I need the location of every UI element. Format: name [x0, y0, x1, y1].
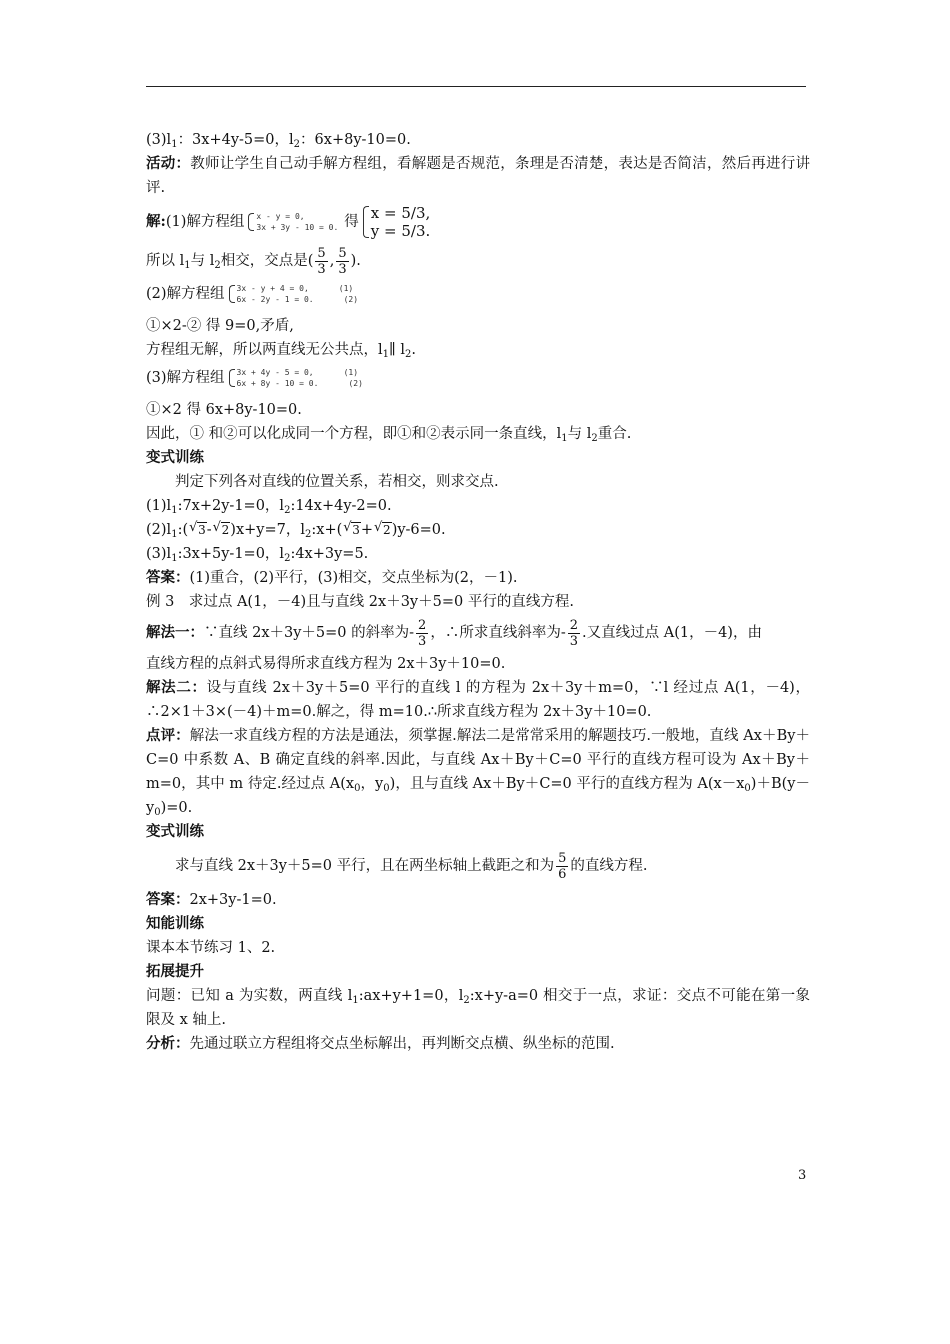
solution-1-system: 解: (1)解方程组 x - y = 0, 3x + 3y - 10 = 0. 得 x = 5/3, y = 5/3.: [146, 204, 431, 240]
page-number: 3: [798, 1168, 807, 1183]
solution-1-conclusion: 所以 $l_1$与 $l_2$相交，交点是( $\frac{5}{3}$ , $\frac{5}{3}$ ).: [146, 245, 361, 277]
variant-answer: 答案：(1)重合，(2)平行，(3)相交，交点坐标为(2，－1).: [146, 569, 518, 586]
problem-3-statement: $(3)l_1$：3x+4y-5=0，$l_2$：6x+8y-10=0.: [146, 132, 411, 150]
fraction: $\frac{5}{3}$: [317, 245, 326, 277]
example-3: 例 3 求过点 A(1，－4)且与直线 2x＋3y＋5=0 平行的直线方程.: [146, 594, 574, 610]
solution-1-result: x = 5/3, y = 5/3.: [363, 204, 431, 240]
solution-2-conclusion: 方程组无解，所以两直线无公共点，$l_1\parallel$ $l_2$.: [146, 342, 416, 360]
knowledge-training-heading: 知能训练: [146, 915, 204, 932]
fraction: $\frac{2}{3}$: [569, 617, 579, 649]
analysis: 分析：先通过联立方程组将交点坐标解出，再判断交点横、纵坐标的范围.: [146, 1035, 615, 1052]
comment: 点评：解法一求直线方程的方法是通法，须掌握.解法二是常常采用的解题技巧.一般地，直线 Ax＋By＋C=0 中系数 A、B 确定直线的斜率.因此，与直线 Ax＋By＋C=0 平行的直线方程可设为 Ax＋By＋m=0，其中 m 待定.经过点 $A(x_0$，$y_0$)，且与直线 Ax＋By＋C=0 平行的直线方程为 $A(x-x_0)+B(y-y_0)=0$.: [146, 727, 811, 818]
activity-paragraph: 活动：教师让学生自己动手解方程组，看解题是否规范，条理是否清楚，表达是否简洁，然后再进行讲评.: [146, 155, 811, 196]
fraction: $\frac{5}{3}$: [338, 245, 347, 277]
solution-3-conclusion: 因此，① 和②可以化成同一个方程，即①和②表示同一条直线，$l_1$与 $l_2$重合.: [146, 426, 632, 444]
solution-2-system: (2)解方程组 3x - y + 4 = 0, (1) 6x - 2y - 1 = 0. (2): [146, 284, 359, 304]
variant-item-2: $(2)l_1:(√$ 3-√ 2)x+y=7，$l_2:x+(√$ 3+√ 2)y-6=0.: [146, 518, 810, 542]
solution-2-step: ①×2-② 得 9=0,矛盾,: [146, 318, 294, 334]
equation-system-2: 3x - y + 4 = 0, (1) 6x - 2y - 1 = 0. (2): [229, 283, 359, 305]
knowledge-training-text: 课本本节练习 1、2.: [146, 940, 276, 956]
method-2: 解法二：设与直线 2x＋3y＋5=0 平行的直线 l 的方程为 2x＋3y＋m=0，∵l 经过点 A(1，－4)，∴2×1＋3×(－4)＋m=0.解之，得 m=10.∴所求直线方程为 2x＋3y＋10=0.: [146, 679, 811, 720]
method-1-line2: 直线方程的点斜式易得所求直线方程为 2x＋3y＋10=0.: [146, 656, 506, 672]
variant-item-3: $(3)l_1:3x+5y-1=0$，$l_2:4x+3y=5$.: [146, 546, 369, 564]
method-1: 解法一：∵直线 2x＋3y＋5=0 的斜率为- $\frac{2}{3}$ ，∴所求直线斜率为- $\frac{2}{3}$ .又直线过点 A(1，－4)，由: [146, 617, 762, 649]
extension-problem: 问题：已知 a 为实数，两直线 $l_1:ax+y+1=0$，$l_2:x+y-a=0$ 相交于一点，求证：交点不可能在第一象限及 x 轴上.: [146, 988, 811, 1028]
page-body: [146, 128, 810, 1056]
variant-training-2-heading: 变式训练: [146, 823, 204, 840]
equation-system-3: 3x + 4y - 5 = 0, (1) 6x + 8y - 10 = 0. (2): [229, 367, 363, 389]
variant-training-2-prompt: 求与直线 2x＋3y＋5=0 平行，且在两坐标轴上截距之和为 $\frac{5}{6}$ 的直线方程.: [175, 850, 648, 882]
extension-heading: 拓展提升: [146, 963, 204, 980]
variant-training-prompt: 判定下列各对直线的位置关系，若相交，则求交点.: [175, 474, 499, 490]
variant-training-heading: 变式训练: [146, 449, 204, 466]
solution-3-step: ①×2 得 6x+8y-10=0.: [146, 402, 302, 418]
equation-system-1: x - y = 0, 3x + 3y - 10 = 0.: [248, 211, 338, 233]
variant-training-2-answer: 答案：2x+3y-1=0.: [146, 891, 277, 908]
header-rule: [146, 86, 806, 87]
fraction: $\frac{5}{6}$: [558, 850, 567, 882]
fraction: $\frac{2}{3}$: [418, 617, 427, 649]
variant-item-1: $(1)l_1:7x+2y-1=0$，$l_2:14x+4y-2=0$.: [146, 498, 392, 516]
solution-3-system: (3)解方程组 3x + 4y - 5 = 0, (1) 6x + 8y - 10 = 0. (2): [146, 368, 363, 388]
